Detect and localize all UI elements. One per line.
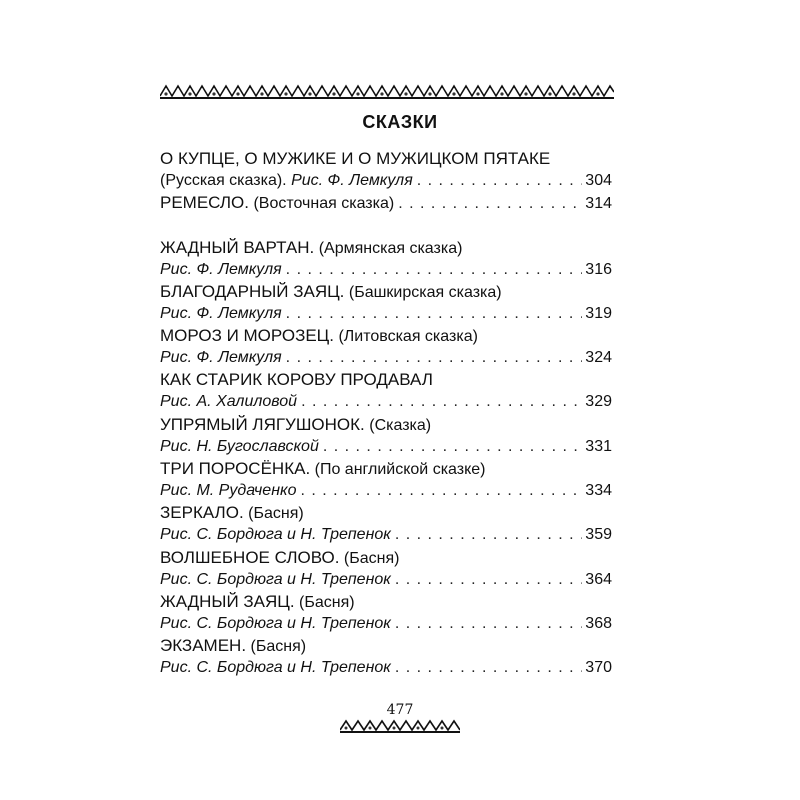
- dot-leader: [286, 303, 583, 325]
- entry-genre: (Басня): [248, 505, 304, 523]
- toc-entry-moroz-i-morozets: [160, 325, 612, 369]
- entry-illustrator: Рис. Н. Бугославской: [160, 437, 319, 455]
- entry-title: ЭКЗАМЕН.: [160, 636, 247, 656]
- dot-leader: [417, 170, 583, 192]
- entry-genre: (Басня): [299, 593, 355, 611]
- table-of-contents: [160, 148, 612, 680]
- dot-leader: [398, 193, 582, 214]
- toc-entry-zhadny-zayats: [160, 591, 612, 635]
- entry-page-number: 324: [585, 349, 612, 367]
- entry-illustrator: Рис. Ф. Лемкуля: [291, 172, 413, 189]
- dot-leader: [300, 480, 582, 502]
- entry-title: О КУПЦЕ, О МУЖИКЕ И О МУЖИЦКОМ ПЯТАКЕ: [160, 149, 551, 168]
- toc-entry-zerkalo: [160, 502, 612, 546]
- entry-genre: (По английской сказке): [314, 461, 486, 479]
- toc-entry-ekzamen: [160, 635, 612, 679]
- entry-page-number: 364: [585, 570, 612, 588]
- entry-genre: (Басня): [343, 549, 400, 567]
- toc-entry-kak-starik: [160, 369, 612, 413]
- entry-genre: (Армянская сказка): [318, 239, 463, 257]
- page-number: 477: [386, 702, 414, 718]
- entry-title: МОРОЗ И МОРОЗЕЦ.: [160, 326, 334, 346]
- entry-page-number: 368: [585, 614, 612, 632]
- entry-illustrator: Рис. А. Халиловой: [160, 393, 298, 411]
- entry-page-number: 359: [585, 526, 612, 544]
- entry-page-number: 329: [585, 393, 612, 411]
- entry-title: ЖАДНЫЙ ВАРТАН.: [160, 237, 315, 257]
- entry-illustrator: Рис. Ф. Лемкуля: [160, 349, 282, 367]
- dot-leader: [395, 657, 582, 679]
- entry-genre: (Басня): [250, 638, 307, 656]
- entry-page-number: 331: [585, 437, 612, 455]
- entry-page-number: 319: [585, 304, 612, 322]
- dot-leader: [286, 259, 583, 281]
- entry-title: ТРИ ПОРОСЁНКА.: [160, 459, 311, 479]
- entry-page-number: 314: [585, 195, 612, 213]
- section-title: СКАЗКИ: [362, 112, 438, 132]
- entry-illustrator: Рис. С. Бордюга и Н. Трепенок: [160, 526, 391, 544]
- bottom-ornament-border: [340, 716, 460, 736]
- dot-leader: [286, 347, 583, 369]
- toc-entry-remeslo: [160, 192, 612, 214]
- entry-page-number: 370: [585, 659, 612, 677]
- entry-genre: (Русская сказка).: [160, 172, 287, 189]
- entry-title: КАК СТАРИК КОРОВУ ПРОДАВАЛ: [160, 370, 433, 390]
- entry-genre: (Литовская сказка): [338, 328, 478, 346]
- entry-title: ЗЕРКАЛО.: [160, 503, 244, 523]
- toc-entry-blagodarny-zayats: [160, 281, 612, 325]
- entry-illustrator: Рис. Ф. Лемкуля: [160, 260, 282, 278]
- entry-title: ЖАДНЫЙ ЗАЯЦ.: [160, 591, 295, 611]
- toc-entry-zhadny-vartan: [160, 237, 612, 281]
- dot-leader: [395, 524, 582, 546]
- entry-illustrator: Рис. Ф. Лемкуля: [160, 304, 282, 322]
- entry-genre: (Восточная сказка): [253, 195, 395, 213]
- entry-genre: (Сказка): [369, 416, 432, 434]
- toc-entry-upryamy-lyagushonok: [160, 414, 612, 458]
- toc-entry-tri-porosenka: [160, 458, 612, 502]
- dot-leader: [323, 436, 582, 458]
- entry-page-number: 316: [585, 260, 612, 278]
- entry-illustrator: Рис. С. Бордюга и Н. Трепенок: [160, 614, 391, 632]
- entry-illustrator: Рис. С. Бордюга и Н. Трепенок: [160, 570, 391, 588]
- entry-page-number: 334: [585, 482, 612, 500]
- entry-title: ВОЛШЕБНОЕ СЛОВО.: [160, 547, 340, 567]
- entry-page-number: 304: [585, 172, 612, 189]
- page-footer: [0, 702, 800, 742]
- entry-genre: (Башкирская сказка): [348, 283, 502, 301]
- dot-leader: [395, 613, 582, 635]
- entry-illustrator: Рис. М. Рудаченко: [160, 482, 297, 500]
- dot-leader: [301, 391, 582, 413]
- entry-illustrator: Рис. С. Бордюга и Н. Трепенок: [160, 659, 391, 677]
- entry-title: РЕМЕСЛО.: [160, 193, 249, 213]
- toc-entry-volshebnoe-slovo: [160, 547, 612, 591]
- entry-title: УПРЯМЫЙ ЛЯГУШОНОК.: [160, 414, 365, 434]
- dot-leader: [395, 569, 582, 591]
- entry-title: БЛАГОДАРНЫЙ ЗАЯЦ.: [160, 281, 345, 301]
- toc-entry-o-kuptse: [160, 148, 612, 192]
- top-ornament-border: [160, 80, 614, 102]
